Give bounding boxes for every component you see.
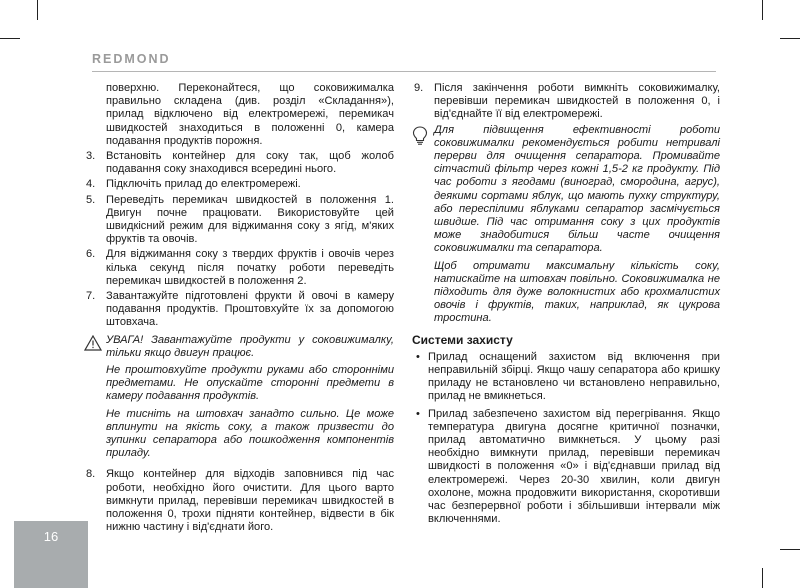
step-continuation: поверхню. Переконайтеся, що соковижималка правильно складена (див. розділ «Складання»), прилад відключено від електромережі, перемикач швидкостей знаходиться в положенні 0, камера подавання продуктів порожня.	[106, 82, 394, 147]
tip-text: Щоб отримати максимальну кількість соку, натискайте на штовхач повільно. Соковижималка не підходить для дуже волокнистих або крохмалистих овочів і фруктів, таких, наприклад, як цукрова тростина.	[434, 259, 720, 325]
step-item	[84, 178, 394, 191]
tip-text: Для підвищення ефективності роботи соковижималки рекомендується робити нетривалі перерви для очищення сепаратора. Промивайте сітчастий фільтр через кожні 1,5-2 кг продукту. Під час роботи з ягодами (виноград, смородина, агрус), деякими сортами яблук, що мають пухку структуру, або переспілими яблуками сепаратор засмічується швидше. Під час отримання соку з цих продуктів може знадобитися більш часте очищення соковижималки та сепаратора.	[434, 123, 720, 255]
left-column	[84, 82, 394, 537]
right-column	[412, 82, 720, 531]
step-item	[84, 150, 394, 176]
lightbulb-icon	[412, 124, 434, 330]
crop-mark	[37, 0, 38, 20]
step-text: Переведіть перемикач швидкостей в положення 1. Двигун почне працювати. Використовуйте цей швидкісний режим для віджимання соку з ягід, м'яких фруктів та овочів.	[106, 193, 394, 246]
page-number-box	[14, 521, 88, 588]
step-text: Для віджимання соку з твердих фруктів і овочів через кілька секунд після початку роботи переведіть перемикач швидкостей в положення 2.	[106, 248, 394, 287]
header-divider	[92, 71, 716, 72]
page-number: 16	[43, 529, 59, 544]
step-number: 9.	[414, 82, 424, 94]
crop-mark	[762, 568, 763, 588]
bullet-item	[412, 351, 720, 404]
bullet-dot-icon: •	[416, 350, 420, 363]
crop-mark	[780, 38, 800, 39]
step-item	[84, 194, 394, 247]
step-number: 7.	[86, 290, 96, 303]
step-number: 4.	[86, 178, 96, 191]
section-heading: Системи захисту	[412, 332, 513, 347]
crop-mark	[762, 0, 763, 20]
step-text: Завантажуйте підготовлені фрукти й овочі в камеру подавання продуктів. Проштовхуйте їх за допомогою штовхача.	[106, 290, 394, 329]
step-item	[84, 290, 394, 330]
warning-block	[84, 334, 394, 465]
step-number: 8.	[86, 468, 96, 481]
bullet-item	[412, 408, 720, 527]
step-text: Якщо контейнер для відходів заповнився під час роботи, необхідно його очистити. Для цього варто вимкнути прилад, перевівши перемикач швидкостей в положення 0, трохи підняти контейнер, відвести в бік нижню частину і від'єднати його.	[106, 468, 394, 534]
warning-text: Не проштовхуйте продукти руками або сторонніми предметами. Не опускайте сторонні предмети в камеру подавання продуктів.	[106, 364, 394, 403]
warning-triangle-icon	[84, 334, 106, 465]
tip-block	[412, 124, 720, 330]
step-item	[412, 82, 720, 122]
bullet-text: Прилад оснащений захистом від включення при неправильній збірці. Якщо чашу сепаратора або кришку приладу не встановлено чи встановлено неправильно, прилад не вмикнеться.	[428, 350, 720, 403]
step-item	[84, 248, 394, 288]
step-text: Підключіть прилад до електромережі.	[106, 178, 301, 191]
step-item	[84, 468, 394, 534]
crop-mark	[0, 38, 20, 39]
step-number: 5.	[86, 193, 96, 206]
warning-text: Не тисніть на штовхач занадто сильно. Це може вплинути на якість соку, а також призвести до зупинки сепаратора або пошкодження компонентів приладу.	[106, 407, 394, 460]
bullet-text: Прилад забезпечено захистом від перегрівання. Якщо температура двигуна досягне критичної позначки, прилад автоматично вимкнеться. У цьому разі необхідно вимкнути прилад, перевівши перемикач швидкості в положення «0» і від'єднавши прилад від електромережі. Через 20-30 хвилин, коли двигун охолоне, можна продовжити використання, скоротивши час безперервної роботи і збільшивши інтервали між включеннями.	[428, 407, 720, 526]
step-text: Встановіть контейнер для соку так, щоб жолоб подавання соку знаходився всередині нього.	[106, 150, 394, 176]
step-number: 3.	[86, 150, 96, 163]
warning-text: УВАГА! Завантажуйте продукти у соковижималку, тільки якщо двигун працює.	[106, 333, 394, 359]
crop-mark	[780, 549, 800, 550]
brand-logo: REDMOND	[92, 52, 171, 66]
bullet-dot-icon: •	[416, 407, 420, 420]
step-number: 6.	[86, 248, 96, 261]
step-text: Після закінчення роботи вимкніть соковижималку, перевівши перемикач швидкостей в положення 0, і від'єднайте її від електромережі.	[434, 82, 720, 121]
